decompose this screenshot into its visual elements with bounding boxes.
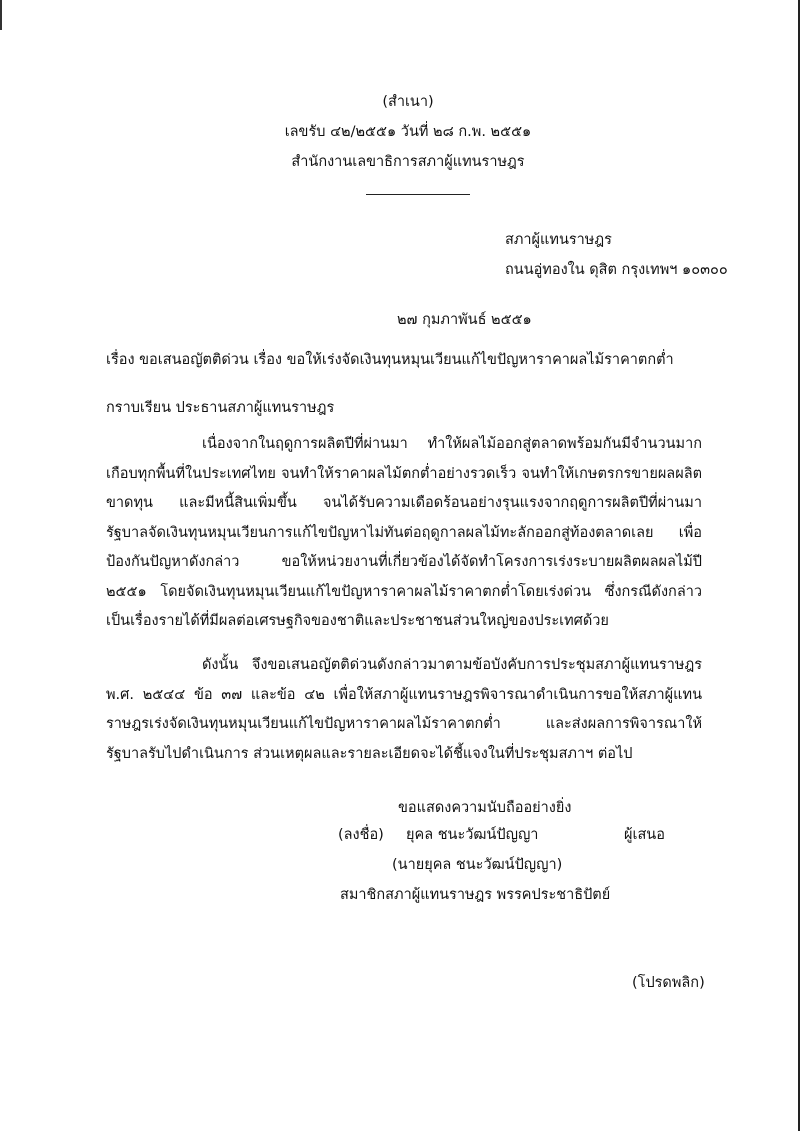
address-line-1: สภาผู้แทนราษฎร — [505, 232, 612, 248]
subject-line: เรื่อง ขอเสนอญัตติด่วน เรื่อง ขอให้เร่งจัดเงินทุนหมุนเวียนแก้ไขปัญหาราคาผลไม้ราคาตกต่ำ — [106, 352, 674, 368]
signature-name: ยุคล ชนะวัฒน์ปัญญา — [406, 827, 539, 843]
copy-mark: (สำเนา) — [382, 94, 434, 110]
signature-role: ผู้เสนอ — [624, 827, 665, 843]
printed-name: (นายยุคล ชนะวัฒน์ปัญญา) — [392, 857, 563, 873]
receipt-line: เลขรับ ๔๒/๒๕๕๑ วันที่ ๒๘ ก.พ. ๒๕๕๑ — [284, 124, 532, 140]
closing-regards: ขอแสดงความนับถืออย่างยิ่ง — [398, 800, 572, 816]
address-line-2: ถนนอู่ทองใน ดุสิต กรุงเทพฯ ๑๐๓๐๐ — [505, 262, 728, 278]
signature-prefix: (ลงชื่อ) — [338, 827, 384, 843]
header-divider — [366, 194, 470, 195]
letter-date: ๒๗ กุมภาพันธ์ ๒๕๕๑ — [397, 312, 532, 328]
member-position: สมาชิกสภาผู้แทนราษฎร พรรคประชาธิปัตย์ — [340, 887, 611, 903]
office-name: สำนักงานเลขาธิการสภาผู้แทนราษฎร — [291, 154, 525, 170]
turn-over-note: (โปรดพลิก) — [632, 975, 705, 991]
body-paragraph-1: เนื่องจากในฤดูการผลิตปีที่ผ่านมา ทำให้ผลไม้ออกสู่ตลาดพร้อมกันมีจำนวนมากเกือบทุกพื้นที่ในประเทศไทย จนทำให้ราคาผลไม้ตกต่ำอย่างรวดเร็ว จนทำให้เกษตรกรขายผลผลิตขาดทุน และมีหนี้สินเพิ่มขึ้น จนได้รับความเดือดร้อนอย่างรุนแรงจากฤดูการผลิตปีที่ผ่านมา รัฐบาลจัดเงินทุนหมุนเวียนการแก้ไขปัญหาไม่ทันต่อฤดูกาลผลไม้ทะลักออกสู่ท้องตลาดเลย เพื่อป้องกันปัญหาดังกล่าว ขอให้หน่วยงานที่เกี่ยวข้องได้จัดทำโครงการเร่งระบายผลิตผลผลไม้ปี ๒๕๕๑ โดยจัดเงินทุนหมุนเวียนแก้ไขปัญหาราคาผลไม้ราคาตกต่ำโดยเร่งด่วน ซึ่งกรณีดังกล่าวเป็นเรื่องรายได้ที่มีผลต่อเศรษฐกิจของชาติและประชาชนส่วนใหญ่ของประเทศด้วย — [106, 436, 702, 629]
scan-edge-left — [0, 0, 2, 30]
salutation: กราบเรียน ประธานสภาผู้แทนราษฎร — [106, 400, 335, 416]
body-paragraph-2: ดังนั้น จึงขอเสนอญัตติด่วนดังกล่าวมาตามข้อบังคับการประชุมสภาผู้แทนราษฎร พ.ศ. ๒๕๔๔ ข้อ ๓๗ และข้อ ๔๒ เพื่อให้สภาผู้แทนราษฎรพิจารณาดำเนินการขอให้สภาผู้แทนราษฎรเร่งจัดเงินทุนหมุนเวียนแก้ไขปัญหาราคาผลไม้ราคาตกต่ำ และส่งผลการพิจารณาให้รัฐบาลรับไปดำเนินการ ส่วนเหตุผลและรายละเอียดจะได้ชี้แจงในที่ประชุมสภาฯ ต่อไป — [106, 657, 702, 762]
